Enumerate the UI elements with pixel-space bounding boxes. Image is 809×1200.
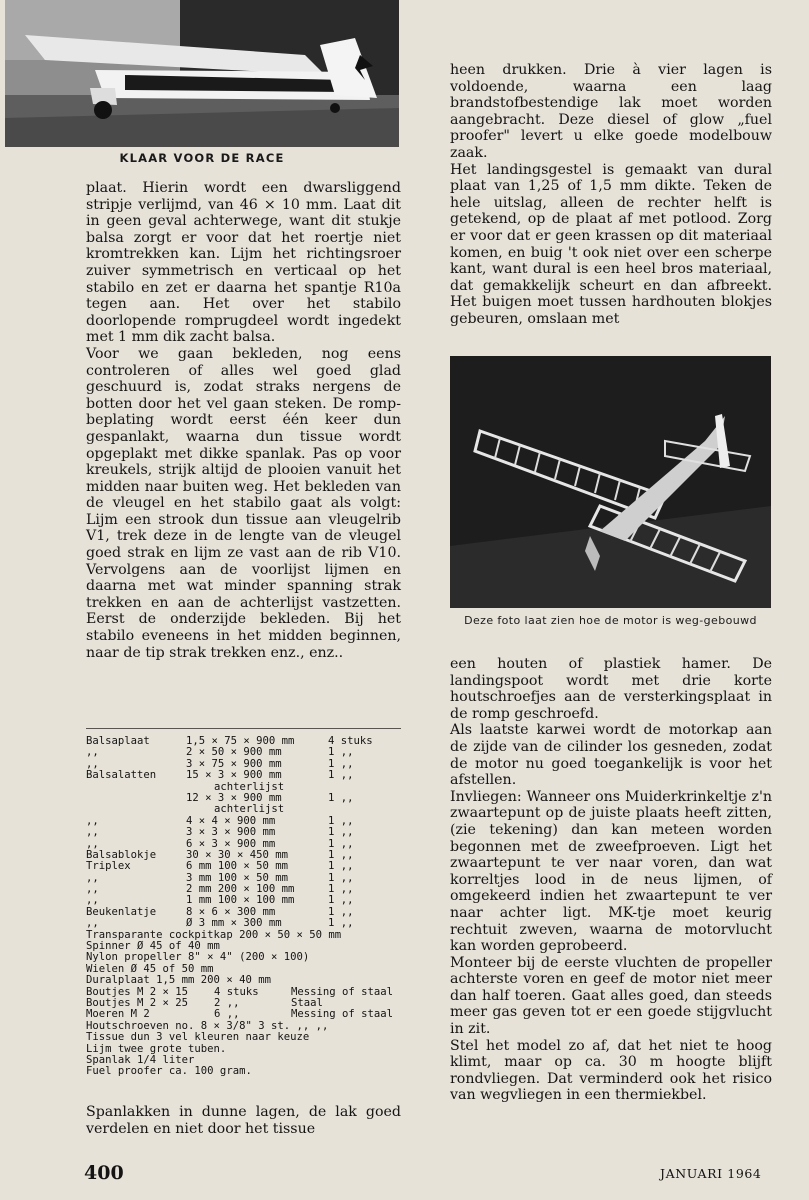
paragraph: Het landingsgestel is gemaakt van dural plaat van 1,25 of 1,5 mm dikte. Teken de hele uitslag, alleen de rechter helft is getekend, op de plaat af met potlood. Zorg er voor dat er geen krassen op dit materiaal komen, en buig 't ook niet over een scherpe kant, want dural is een heel bros materiaal, dat gemakkelijk scheurt en dan afbreekt. Het buigen moet tussen hardhouten blokjes gebeuren, omslaan met <box>450 161 772 327</box>
photo-motor-installation <box>450 356 771 608</box>
parts-row: Spanlak 1/4 liter <box>86 1053 195 1066</box>
parts-row: Spinner Ø 45 of 40 mm <box>86 940 220 953</box>
parts-row: Duralplaat 1,5 mm 200 × 40 mm <box>86 974 271 987</box>
paragraph: Monteer bij de eerste vluchten de propeller achterste voren en geef de motor niet meer dan half toeren. Gaat alles goed, dan steeds meer gas geven tot er een goede stijgvlucht in zit. <box>450 954 772 1038</box>
parts-row: Houtschroeven no. 8 × 3/8" 3 st. ,, ,, <box>86 1019 329 1032</box>
parts-row: Transparante cockpitkap 200 × 50 × 50 mm <box>86 928 342 941</box>
parts-row: ,, 3 × 75 × 900 mm 1 ,, <box>86 757 354 770</box>
parts-row: achterlijst <box>214 803 285 816</box>
parts-row: Nylon propeller 8" × 4" (200 × 100) <box>86 951 310 964</box>
paragraph: Invliegen: Wanneer ons Muiderkrinkeltje z'n zwaartepunt op de juiste plaats heeft zitten, (zie tekening) dan kan meteen worden begonnen met de zweefproeven. Ligt het zwaartepunt te ver naar voren, dan wat korreltjes lood in de neus lijmen, of omgekeerd indien het zwaartepunt te ver naar achter ligt. MK-tje moet keurig rechtuit zweven, waarna de motorvlucht kan worden geprobeerd. <box>450 788 772 955</box>
plane-photo-illustration <box>5 0 399 147</box>
parts-row: ,, 4 × 4 × 900 mm 1 ,, <box>86 814 354 827</box>
parts-row: Tissue dun 3 vel kleuren naar keuze <box>86 1031 310 1044</box>
frame-photo-illustration <box>450 356 771 608</box>
paragraph: Stel het model zo af, dat het niet te hoog klimt, maar op ca. 30 m hoogte blijft rondvliegen. Dat verminderd ook het risico van wegvliegen in een thermiekbel. <box>450 1037 772 1104</box>
paragraph: Als laatste karwei wordt de motorkap aan de zijde van de cilinder los gesneden, zodat de motor nu goed toegankelijk is voor het afstellen. <box>450 722 772 789</box>
parts-row: Fuel proofer ca. 100 gram. <box>86 1065 252 1078</box>
right-column-top-text <box>450 62 772 328</box>
parts-row: ,, Ø 3 mm × 300 mm 1 ,, <box>86 917 354 930</box>
parts-row: Moeren M 2 6 ,, Messing of staal <box>86 1008 394 1021</box>
caption-top-photo: KLAAR VOOR DE RACE <box>119 151 285 165</box>
paragraph: een houten of plastiek hamer. De landingspoot wordt met drie korte houtschroefjes aan de versterkingsplaat in de romp geschroefd. <box>450 656 772 722</box>
paragraph: Voor we gaan bekleden, nog eens controleren of alles wel goed glad geschuurd is, zodat straks nergens de botten door het vel gaan steken. De romp-beplating wordt eerst één keer dun gespanlakt, waarna dun tissue wordt opgeplakt met dikke spanlak. Pas op voor kreukels, strijk altijd de plooien vanuit het midden naar buiten weg. Het bekleden van de vleugel en het stabilo gaat als volgt: Lijm een strook dun tissue aan vleugelrib V1, trek deze in de lengte van de vleugel goed strak en lijm ze vast aan de rib V10. Vervolgens aan de voorlijst lijmen en daarna met wat minder spanning strak trekken en aan de achterlijst vastzetten. Eerst de onderzijde bekleden. Bij het stabilo eveneens in het midden beginnen, naar de tip strak trekken enz., enz.. <box>86 345 401 661</box>
parts-row: ,, 2 × 50 × 900 mm 1 ,, <box>86 746 354 759</box>
photo-plane-on-field <box>5 0 399 147</box>
parts-row: ,, 6 × 3 × 900 mm 1 ,, <box>86 837 354 850</box>
parts-row: Balsablokje 30 × 30 × 450 mm 1 ,, <box>86 848 354 861</box>
issue-date: JANUARI 1964 <box>660 1166 762 1181</box>
left-column-text <box>86 180 401 661</box>
left-column-tail: Spanlakken in dunne lagen, de lak goed verdelen en niet door het tissue <box>86 1104 401 1137</box>
parts-row: Balsaplaat 1,5 × 75 × 900 mm 4 stuks <box>86 735 373 747</box>
parts-row: ,, 2 mm 200 × 100 mm 1 ,, <box>86 883 354 896</box>
parts-list-divider <box>86 728 401 729</box>
caption-right-photo: Deze foto laat zien hoe de motor is weg-gebouwd <box>464 614 757 627</box>
parts-row: ,, 1 mm 100 × 100 mm 1 ,, <box>86 894 354 907</box>
paragraph: plaat. Hierin wordt een dwarsliggend stripje verlijmd, van 46 × 10 mm. Laat dit in geen geval achterwege, want dit stukje balsa zorgt er voor dat het roertje niet kromtrekken kan. Lijm het richtingsroer zuiver symmetrisch en verticaal op het stabilo en zet er daarna het spantje R10a tegen aan. Het over het stabilo doorlopende romprugdeel wordt ingedekt met 1 mm dik zacht balsa. <box>86 180 401 346</box>
parts-row: Beukenlatje 8 × 6 × 300 mm 1 ,, <box>86 905 354 918</box>
parts-row: Balsalatten 15 × 3 × 900 mm 1 ,, <box>86 769 354 782</box>
page-number: 400 <box>84 1162 124 1184</box>
right-column-bottom-text <box>450 656 772 1104</box>
parts-row: ,, 3 mm 100 × 50 mm 1 ,, <box>86 871 354 884</box>
parts-row: Boutjes M 2 × 15 4 stuks Messing of staal <box>86 985 394 998</box>
parts-row: 12 × 3 × 900 mm 1 ,, <box>186 791 354 804</box>
parts-row: achterlijst <box>214 780 285 793</box>
parts-row: Wielen Ø 45 of 50 mm <box>86 962 214 975</box>
paragraph: heen drukken. Drie à vier lagen is voldoende, waarna een laag brandstofbestendige lak moet worden aangebracht. Deze diesel of glow „fuel proofer" levert u elke goede modelbouw zaak. <box>450 62 772 161</box>
parts-row: Boutjes M 2 × 25 2 ,, Staal <box>86 996 323 1009</box>
parts-row: ,, 3 × 3 × 900 mm 1 ,, <box>86 826 354 839</box>
parts-row: Lijm twee grote tuben. <box>86 1042 227 1055</box>
parts-row: Triplex 6 mm 100 × 50 mm 1 ,, <box>86 860 354 873</box>
parts-list <box>86 736 404 1078</box>
